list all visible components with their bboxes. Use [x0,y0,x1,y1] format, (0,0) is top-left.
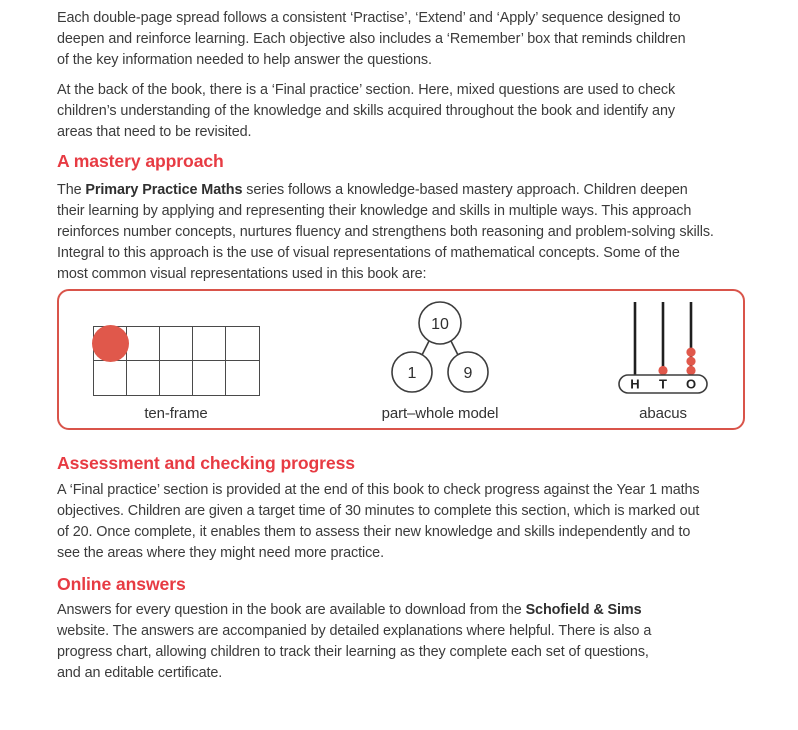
abacus-bead [686,357,695,366]
text-line: A ‘Final practice’ section is provided at the end of this book to check progress against the Year 1 maths [57,482,700,498]
text-line [57,600,651,621]
online-answers-paragraph [57,600,651,684]
series-name-bold: Primary Practice Maths [85,182,243,198]
abacus-bead [686,348,695,357]
text-segment: series follows a knowledge-based mastery approach. Children deepen [242,182,688,198]
mastery-paragraph [57,180,714,285]
text-line: objectives. Children are given a target time of 30 minutes to complete this section, which is marked out [57,503,700,519]
text-line: reinforces number concepts, nurtures fluency and strengthens both reasoning and problem-solving skills. [57,224,714,240]
part-whole-link-right [451,341,458,355]
text-line: of 20. Once complete, it enables them to assess their new knowledge and skills independently and to [57,524,691,540]
text-line: see the areas where they might need more practice. [57,545,384,561]
text-line: most common visual representations used in this book are: [57,266,427,282]
part-value-right: 9 [463,365,473,382]
text-segment: Answers for every question in the book are available to download from the [57,602,526,618]
ten-frame-cell [160,327,193,361]
heading-assessment: Assessment and checking progress [57,453,355,473]
text-line: of the key information needed to help answer the questions. [57,52,432,68]
text-line: At the back of the book, there is a ‘Final practice’ section. Here, mixed questions are used to check [57,82,676,98]
part-whole-label: part–whole model [381,405,499,422]
ten-frame-cell [226,361,259,395]
ten-frame-cell [193,327,226,361]
heading-online-answers: Online answers [57,574,186,594]
abacus-label: abacus [639,405,687,422]
ten-frame-cell [94,361,127,395]
assessment-paragraph [57,480,700,564]
ten-frame-cell [226,327,259,361]
text-line: and an editable certificate. [57,665,223,681]
intro-paragraph-1 [57,8,686,71]
abacus-bead [686,366,695,375]
publisher-name-bold: Schofield & Sims [525,602,642,618]
red-counter-circle [92,325,129,362]
ten-frame-cell [94,327,127,361]
text-line: Each double-page spread follows a consistent ‘Practise’, ‘Extend’ and ‘Apply’ sequence designed to [57,10,681,26]
ten-frame-cell [127,361,160,395]
part-whole-link-left [422,341,429,355]
ten-frame-figure [93,326,260,396]
text-line: Integral to this approach is the use of visual representations of mathematical concepts. Some of the [57,245,680,261]
abacus-letter-h: H [630,376,640,392]
ten-frame-cell [160,361,193,395]
text-segment: The [57,182,86,198]
part-whole-model-figure [365,301,515,401]
abacus-letter-o: O [685,376,697,392]
text-line: progress chart, allowing children to track their learning as they complete each set of questions, [57,644,649,660]
text-line: areas that need to be revisited. [57,124,252,140]
text-line: website. The answers are accompanied by detailed explanations where helpful. There is also a [57,623,652,639]
text-line: children’s understanding of the knowledge and skills acquired throughout the book and identify any [57,103,675,119]
text-line: their learning by applying and representing their knowledge and skills in multiple ways. This approach [57,203,692,219]
ten-frame-label: ten-frame [144,405,208,422]
ten-frame-cell [127,327,160,361]
intro-paragraph-2 [57,80,675,143]
abacus-figure [615,301,711,401]
abacus-letter-t: T [659,376,667,392]
whole-value: 10 [431,316,449,333]
text-line [57,180,714,201]
text-line: deepen and reinforce learning. Each objective also includes a ‘Remember’ box that reminds children [57,31,686,47]
heading-mastery-approach: A mastery approach [57,151,224,171]
ten-frame-cell [193,361,226,395]
abacus-bead [658,366,667,375]
visual-representations-box [57,289,745,430]
part-value-left: 1 [407,365,417,382]
